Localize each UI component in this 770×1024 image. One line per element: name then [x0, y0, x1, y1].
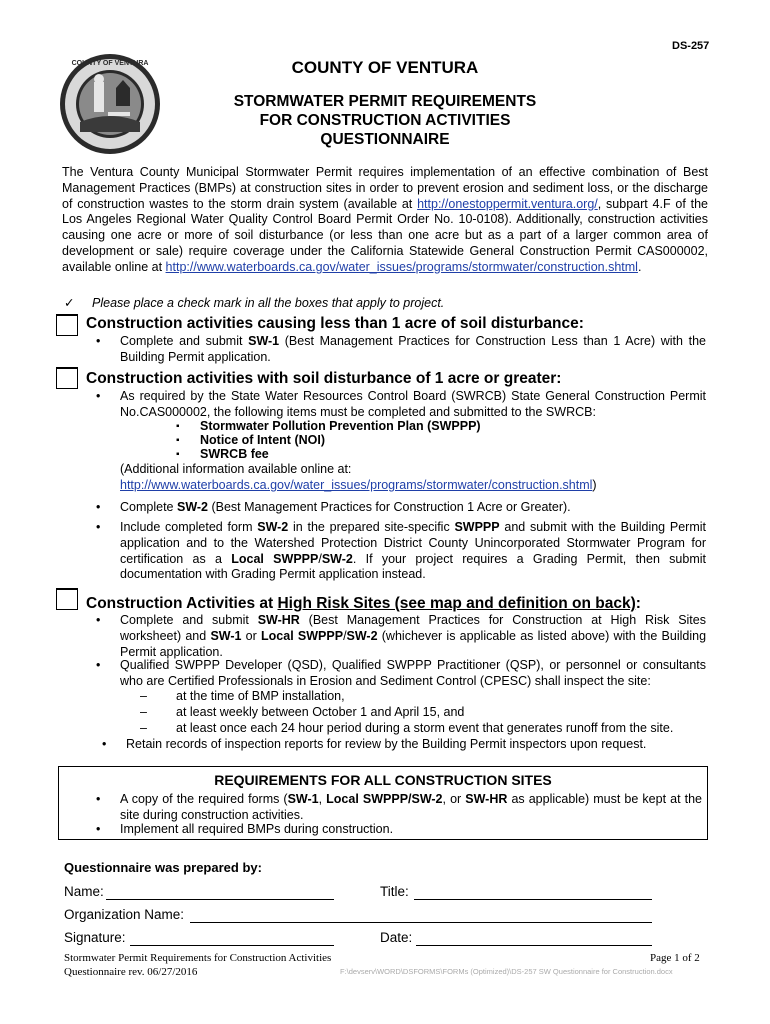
- footer-doc-title: Stormwater Permit Requirements for Construction Activities: [64, 952, 332, 964]
- r1-e: , or: [442, 792, 466, 806]
- bullet-icon: •: [102, 737, 107, 751]
- intro-text-3: .: [637, 259, 642, 274]
- swppp-item: Stormwater Pollution Prevention Plan (SWPPP): [200, 419, 481, 433]
- additional-info-link-line: [120, 478, 706, 494]
- s2b2-sw2: SW-2: [176, 500, 208, 514]
- s2b3-e: and submit with the Building Permit application and to the Watershed Protection District County Unincorporated Stormwater Program for certification as a: [120, 520, 706, 566]
- section2-bullet-2: [120, 500, 706, 516]
- checkbox-less-than-1-acre[interactable]: [56, 314, 78, 336]
- s2b3-h: SW-2: [321, 551, 353, 566]
- s3b1-h: SW-2: [346, 628, 378, 643]
- waterboards-link-2[interactable]: http://www.waterboards.ca.gov/water_issues/programs/stormwater/construction.shtml: [120, 478, 593, 492]
- s2b3-c: in the prepared site-specific: [288, 520, 455, 534]
- organization-field[interactable]: [190, 922, 652, 923]
- r1-f: SW-HR: [465, 792, 508, 806]
- square-bullet-icon: ▪: [176, 421, 180, 432]
- title-line-2: FOR CONSTRUCTION ACTIVITIES: [259, 112, 511, 129]
- dash-item-2: at least weekly between October 1 and April 15, and: [176, 705, 465, 719]
- date-label: Date:: [380, 930, 413, 945]
- s3b1-b: SW-HR: [257, 613, 300, 627]
- page-number: Page 1 of 2: [650, 952, 700, 964]
- r1-a: A copy of the required forms (: [120, 792, 288, 806]
- intro-text-1: The Ventura County Municipal Stormwater Permit requires implementation of an effective combination of Best Management Practices (BMPs) at construction sites in order to prevent erosion and sediment loss, or the discharge of construction wastes to the storm drain system (available at: [62, 165, 708, 211]
- dash-bullet-icon: –: [140, 705, 147, 719]
- requirements-title: REQUIREMENTS FOR ALL CONSTRUCTION SITES: [214, 772, 552, 788]
- s1-text-a: Complete and submit: [120, 334, 249, 348]
- s1-sw1: SW-1: [248, 334, 280, 348]
- name-field[interactable]: [106, 899, 334, 900]
- r1-d: Local SWPPP/SW-2: [326, 792, 443, 806]
- bullet-icon: •: [96, 658, 101, 672]
- dash-item-3: at least once each 24 hour period during a storm event that generates runoff from the site.: [176, 721, 674, 735]
- s3-title-b: High Risk Sites (see map and definition on back): [277, 595, 636, 612]
- bullet-icon: •: [96, 334, 101, 348]
- s2b3-a: Include completed form: [120, 520, 258, 534]
- checkmark-icon: ✓: [64, 296, 75, 310]
- form-id: DS-257: [672, 40, 710, 52]
- s2b2-text-c: (Best Management Practices for Construction 1 Acre or Greater).: [207, 500, 571, 514]
- s2b3-b: SW-2: [257, 520, 289, 534]
- title-line-1: STORMWATER PERMIT REQUIREMENTS: [233, 93, 537, 110]
- section2-bullet-1: As required by the State Water Resources Control Board (SWRCB) State General Construction Permit No.CAS000002, the following items must be completed and submitted to the SWRCB:: [120, 389, 706, 419]
- bullet-icon: •: [96, 822, 101, 836]
- intro-text-2: , subpart 4.F of the Los Angeles Regional Water Quality Control Board Permit Order No. 10-0108). Additionally, construction activities causing one acre or more of soil disturbance (or less than one acre but as a part of a larger common area of development or sale) require coverage under the California Statewide General Construction Permit CAS000002, available online at: [62, 196, 708, 274]
- signature-label: Signature:: [64, 930, 126, 945]
- s3-title-a: Construction Activities at: [86, 595, 278, 612]
- s3b1-d: SW-1: [210, 628, 242, 643]
- dash-bullet-icon: –: [140, 721, 147, 735]
- bullet-icon: •: [96, 792, 101, 806]
- requirements-bullet-1: [120, 792, 702, 824]
- dash-item-1: at the time of BMP installation,: [176, 689, 345, 703]
- s3-title-c: :: [635, 595, 641, 612]
- date-field[interactable]: [416, 945, 652, 946]
- section-less-than-1-acre-title: Construction activities causing less than 1 acre of soil disturbance:: [86, 315, 584, 332]
- signature-field[interactable]: [130, 945, 334, 946]
- section-1-acre-or-greater-title: Construction activities with soil disturbance of 1 acre or greater:: [86, 370, 562, 387]
- onestop-link[interactable]: http://onestoppermit.ventura.org/: [417, 196, 598, 211]
- checkbox-1-acre-or-greater[interactable]: [56, 367, 78, 389]
- county-seal-icon: [58, 52, 162, 156]
- swrcb-fee-item: SWRCB fee: [200, 447, 269, 461]
- checkbox-high-risk-sites[interactable]: [56, 588, 78, 610]
- section-high-risk-title: [86, 595, 641, 613]
- section1-bullet: [120, 334, 706, 366]
- s3b1-i: (whichever is applicable as listed above) with the Building Permit application.: [120, 628, 707, 659]
- noi-item: Notice of Intent (NOI): [200, 433, 325, 447]
- file-path: F:\devserv\WORD\DSFORMS\FORMs (Optimized)\DS-257 SW Questionnaire for Construction.docx: [340, 967, 673, 976]
- footer-revision: Questionnaire rev. 06/27/2016: [64, 966, 198, 978]
- intro-paragraph: [62, 165, 708, 276]
- bullet-icon: •: [96, 389, 101, 403]
- section3-bullet-2: Qualified SWPPP Developer (QSD), Qualified SWPPP Practitioner (QSP), or personnel or consultants who are Certified Professionals in Erosion and Sediment Control (CPESC) shall inspect the site:: [120, 658, 706, 688]
- square-bullet-icon: ▪: [176, 435, 180, 446]
- bullet-icon: •: [96, 613, 101, 627]
- requirements-bullet-2: Implement all required BMPs during construction.: [120, 822, 394, 836]
- dash-bullet-icon: –: [140, 689, 147, 703]
- check-instruction: Please place a check mark in all the boxes that apply to project.: [92, 296, 445, 310]
- s3b1-e: or: [241, 628, 262, 643]
- s3b1-f: Local SWPPP: [261, 628, 344, 643]
- title-line-3: QUESTIONNAIRE: [320, 131, 450, 148]
- s3b1-c: (Best Management Practices for Construction at High Risk Sites worksheet) and: [120, 613, 706, 643]
- bullet-icon: •: [96, 500, 101, 514]
- additional-info: (Additional information available online at:: [120, 462, 352, 476]
- questionnaire-title: Questionnaire was prepared by:: [64, 860, 262, 875]
- section2-bullet-3: [120, 520, 706, 583]
- square-bullet-icon: ▪: [176, 449, 180, 460]
- section3-bullet-1: [120, 613, 706, 660]
- title-label: Title:: [380, 884, 409, 899]
- document-title: [170, 92, 600, 149]
- r1-c: ,: [318, 792, 327, 806]
- title-field[interactable]: [414, 899, 652, 900]
- s2b3-f: Local SWPPP: [231, 551, 319, 566]
- name-label: Name:: [64, 884, 104, 899]
- r1-b: SW-1: [287, 792, 319, 806]
- s2b3-i: . If your project requires a Grading Permit, then submit documentation with Grading Permit application instead.: [120, 551, 706, 582]
- seal-lettering: COUNTY OF VENTURA: [71, 60, 149, 67]
- s3b1-g: /: [343, 628, 347, 643]
- s2b2-text-a: Complete: [120, 500, 177, 514]
- s2b3-g: /: [318, 551, 322, 566]
- s3b1-a: Complete and submit: [120, 613, 258, 627]
- s1-text-c: (Best Management Practices for Construction Less than 1 Acre) with the Building Permit application.: [120, 334, 707, 364]
- waterboards-link[interactable]: http://www.waterboards.ca.gov/water_issues/programs/stormwater/construction.shtml: [165, 259, 638, 274]
- section3-bullet-3: Retain records of inspection reports for review by the Building Permit inspectors upon request.: [126, 737, 647, 751]
- closing-paren: ): [592, 478, 597, 492]
- county-title: COUNTY OF VENTURA: [291, 58, 479, 77]
- r1-g: as applicable) must be kept at the site during construction activities.: [120, 792, 702, 822]
- organization-label: Organization Name:: [64, 907, 185, 922]
- s2b3-d: SWPPP: [454, 520, 500, 534]
- bullet-icon: •: [96, 520, 101, 534]
